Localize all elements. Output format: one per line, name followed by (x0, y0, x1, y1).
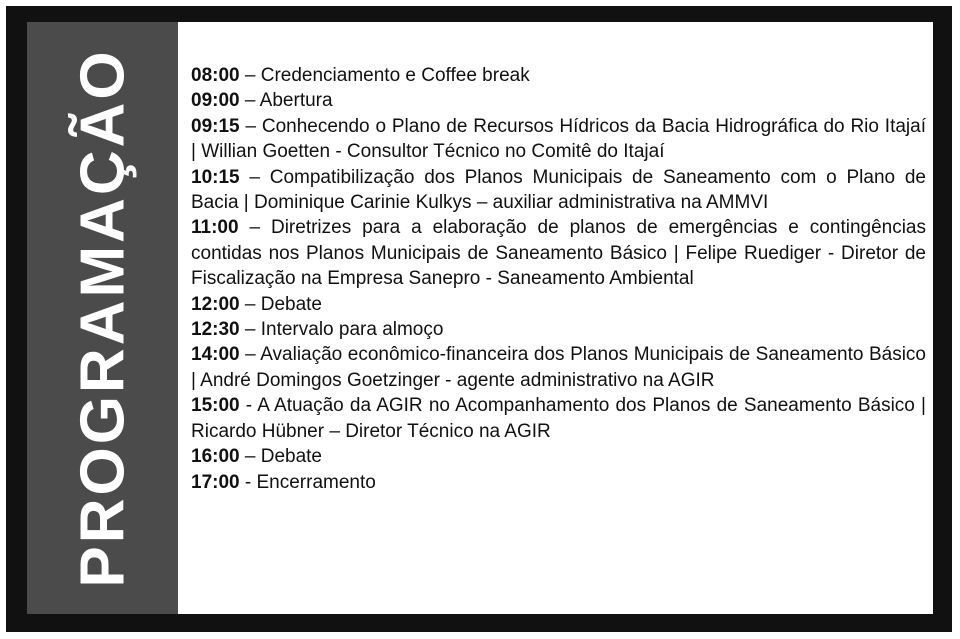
schedule-time: 10:15 (191, 166, 240, 188)
schedule-time: 14:00 (191, 344, 240, 366)
schedule-description: - A Atuação da AGIR no Acompanhamento dos Planos de Saneamento Básico | Ricardo Hübner – Diretor Técnico na AGIR (191, 395, 926, 442)
schedule-description: – Compatibilização dos Planos Municipais de Saneamento com o Plano de Bacia | Dominique Carinie Kulkys – auxiliar administrativa na AMMVI (191, 166, 926, 214)
schedule-item (191, 88, 926, 113)
schedule-description: – Avaliação econômico-financeira dos Planos Municipais de Saneamento Básico | André Domingos Goetzinger - agente administrativo na AGIR (191, 344, 926, 391)
schedule-time: 09:00 (191, 90, 240, 112)
schedule-item (191, 215, 926, 291)
sidebar-panel (27, 22, 178, 614)
schedule-time: 15:00 (191, 395, 240, 417)
schedule-description: – Diretrizes para a elaboração de planos de emergências e contingências contidas nos Planos Municipais de Saneamento Básico | Felipe Ruediger - Diretor de Fiscalização na Empresa Sanepro - Saneamento Ambiental (191, 217, 926, 290)
schedule-description: – Intervalo para almoço (239, 319, 444, 341)
schedule-time: 09:15 (191, 115, 240, 137)
schedule-panel (178, 22, 933, 614)
schedule-time: 12:30 (191, 319, 240, 341)
schedule-time: 16:00 (191, 446, 240, 468)
programacao-title: PROGRAMAÇÃO (68, 48, 137, 588)
schedule-item (191, 114, 926, 165)
schedule-time: 11:00 (191, 217, 239, 239)
schedule-item (191, 393, 926, 444)
schedule-list (191, 63, 926, 495)
schedule-time: 17:00 (191, 471, 240, 493)
schedule-item (191, 317, 926, 342)
schedule-description: – Abertura (239, 90, 333, 112)
schedule-item (191, 165, 926, 216)
schedule-description: – Credenciamento e Coffee break (239, 65, 530, 86)
schedule-description: - Encerramento (239, 471, 376, 493)
schedule-item (191, 292, 926, 317)
schedule-item (191, 470, 926, 495)
schedule-description: – Debate (239, 293, 323, 315)
schedule-item (191, 342, 926, 393)
schedule-time: 12:00 (191, 293, 240, 315)
schedule-description: – Debate (239, 446, 323, 468)
schedule-item (191, 444, 926, 469)
schedule-description: – Conhecendo o Plano de Recursos Hídricos da Bacia Hidrográfica do Rio Itajaí | Willian Goetten - Consultor Técnico no Comitê do Itajaí (191, 115, 926, 163)
schedule-time: 08:00 (191, 65, 240, 86)
schedule-item (191, 63, 926, 88)
